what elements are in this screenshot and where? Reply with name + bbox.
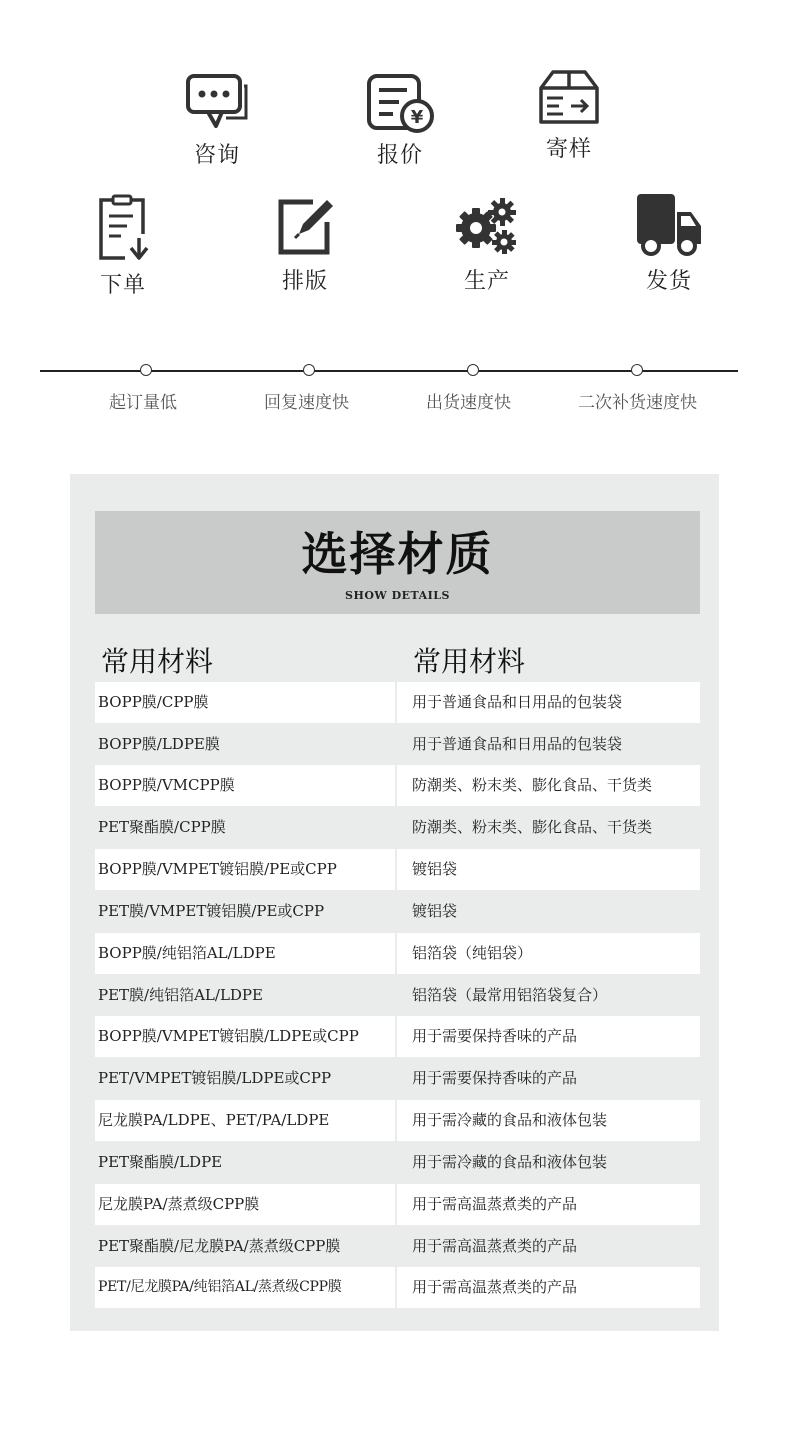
table-row xyxy=(95,933,700,974)
step-label: 发货 xyxy=(645,269,692,294)
chat-icon xyxy=(182,70,252,134)
material-cell: PET膜/纯铝箔AL/LDPE xyxy=(95,975,395,1016)
material-cell: PET膜/VMPET镀铝膜/PE或CPP xyxy=(95,891,395,932)
usage-cell: 用于普通食品和日用品的包装袋 xyxy=(397,682,700,723)
usage-cell: 铝箔袋（最常用铝箔袋复合） xyxy=(397,975,700,1016)
usage-cell: 用于需要保持香味的产品 xyxy=(397,1058,700,1099)
step-label: 寄样 xyxy=(545,137,592,162)
order-clipboard-icon xyxy=(91,194,155,264)
table-row xyxy=(95,682,700,723)
usage-cell: 铝箔袋（纯铝袋） xyxy=(397,933,700,974)
material-cell: 尼龙膜PA/LDPE、PET/PA/LDPE xyxy=(95,1100,395,1141)
step-shipping xyxy=(609,192,729,295)
edit-layout-icon xyxy=(273,194,337,260)
step-label: 咨询 xyxy=(193,143,240,168)
material-cell: PET聚酯膜/CPP膜 xyxy=(95,807,395,848)
material-cell: BOPP膜/LDPE膜 xyxy=(95,724,395,765)
material-cell: PET聚酯膜/尼龙膜PA/蒸煮级CPP膜 xyxy=(95,1226,395,1267)
svg-text:¥: ¥ xyxy=(410,107,424,128)
table-row xyxy=(95,1226,700,1267)
table-row xyxy=(95,724,700,765)
step-label: 生产 xyxy=(463,269,510,294)
materials-banner xyxy=(95,511,700,614)
usage-cell: 用于需高温蒸煮类的产品 xyxy=(397,1226,700,1267)
material-cell: PET/VMPET镀铝膜/LDPE或CPP xyxy=(95,1058,395,1099)
material-cell: PET/尼龙膜PA/纯铝箔AL/蒸煮级CPP膜 xyxy=(95,1267,395,1308)
material-cell: BOPP膜/CPP膜 xyxy=(95,682,395,723)
usage-cell: 镀铝袋 xyxy=(397,849,700,890)
feature-fast-reply: 回复速度快 xyxy=(264,393,349,413)
table-row xyxy=(95,1016,700,1057)
usage-cell: 用于普通食品和日用品的包装袋 xyxy=(397,724,700,765)
table-header-usage: 常用材料 xyxy=(413,645,526,678)
usage-cell: 镀铝袋 xyxy=(397,891,700,932)
usage-cell: 防潮类、粉末类、膨化食品、干货类 xyxy=(397,765,700,806)
step-consult xyxy=(157,70,277,169)
usage-cell: 用于需要保持香味的产品 xyxy=(397,1016,700,1057)
step-layout xyxy=(245,194,365,295)
step-label: 排版 xyxy=(281,269,328,294)
step-label: 报价 xyxy=(376,143,423,168)
table-row xyxy=(95,1267,700,1308)
usage-cell: 用于需高温蒸煮类的产品 xyxy=(397,1184,700,1225)
feature-low-moq: 起订量低 xyxy=(109,393,177,413)
material-cell: PET聚酯膜/LDPE xyxy=(95,1142,395,1183)
table-row xyxy=(95,975,700,1016)
feature-fast-restock: 二次补货速度快 xyxy=(578,393,697,413)
usage-cell: 用于需冷藏的食品和液体包装 xyxy=(397,1142,700,1183)
material-cell: BOPP膜/VMPET镀铝膜/PE或CPP xyxy=(95,849,395,890)
timeline-dot xyxy=(467,364,479,376)
table-row xyxy=(95,1058,700,1099)
usage-cell: 用于需冷藏的食品和液体包装 xyxy=(397,1100,700,1141)
timeline-dot xyxy=(631,364,643,376)
material-cell: BOPP膜/VMCPP膜 xyxy=(95,765,395,806)
table-row xyxy=(95,849,700,890)
material-cell: BOPP膜/纯铝箔AL/LDPE xyxy=(95,933,395,974)
step-quote xyxy=(340,72,460,169)
step-sample xyxy=(509,68,629,163)
step-label: 下单 xyxy=(99,273,146,298)
table-header-material: 常用材料 xyxy=(101,645,214,678)
feature-fast-delivery: 出货速度快 xyxy=(426,393,511,413)
timeline-dot xyxy=(140,364,152,376)
gears-icon xyxy=(452,194,522,260)
step-production xyxy=(427,194,547,295)
sample-box-icon xyxy=(537,68,601,128)
table-row xyxy=(95,807,700,848)
materials-subtitle: SHOW DETAILS xyxy=(345,589,450,602)
usage-cell: 防潮类、粉末类、膨化食品、干货类 xyxy=(397,807,700,848)
table-row xyxy=(95,891,700,932)
step-order xyxy=(63,194,183,299)
table-row xyxy=(95,765,700,806)
material-cell: 尼龙膜PA/蒸煮级CPP膜 xyxy=(95,1184,395,1225)
table-row xyxy=(95,1184,700,1225)
timeline-dot xyxy=(303,364,315,376)
table-row xyxy=(95,1100,700,1141)
material-cell: BOPP膜/VMPET镀铝膜/LDPE或CPP xyxy=(95,1016,395,1057)
materials-title: 选择材质 xyxy=(301,527,494,581)
usage-cell: 用于需高温蒸煮类的产品 xyxy=(397,1267,700,1308)
quote-icon xyxy=(363,72,437,134)
table-row xyxy=(95,1142,700,1183)
truck-icon xyxy=(635,192,703,260)
